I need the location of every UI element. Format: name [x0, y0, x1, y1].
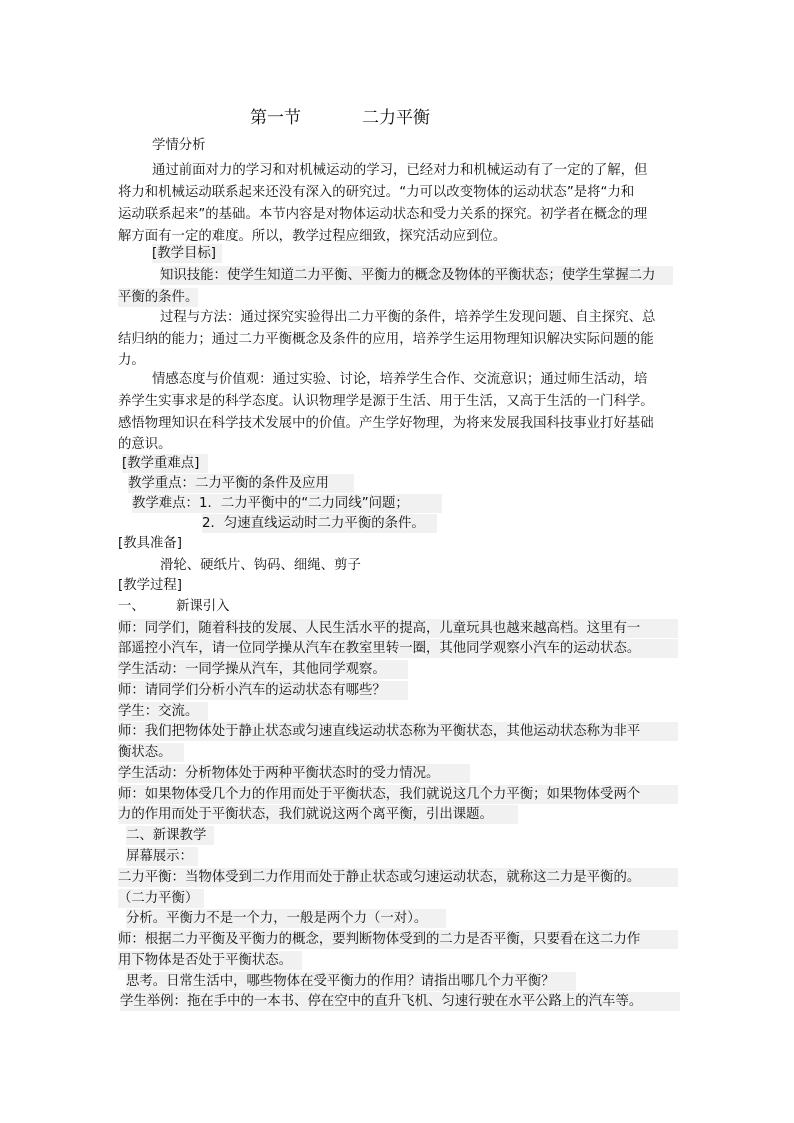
key-difficulty-1: 教学难点：1．二力平衡中的“二力同线”问题；	[132, 494, 442, 513]
equipment-heading: [教具准备]	[118, 536, 183, 551]
dialogue-line: 屏幕展示：	[126, 847, 198, 866]
dialogue-line: 师：如果物体受几个力的作用而处于平衡状态，我们就说这几个力平衡；如果物体受两个	[118, 785, 678, 804]
dialogue-line: 用下物体是否处于平衡状态。	[118, 951, 302, 970]
key-focus: 教学重点：二力平衡的条件及应用	[128, 474, 354, 493]
dialogue-line: 力的作用而处于平衡状态，我们就说这两个离平衡，引出课题。	[118, 805, 518, 824]
paragraph-line: 运动联系起来”的基础。本节内容是对物体运动状态和受力关系的探究。初学者在概念的理	[118, 207, 648, 222]
dialogue-line: 学生：交流。	[118, 702, 208, 721]
dialogue-line: 师：请同学们分析小汽车的运动状态有哪些？	[118, 681, 408, 700]
objective-process: 过程与方法：通过探究实验得出二力平衡的条件，培养学生发现问题、自主探究、总	[160, 310, 656, 325]
dialogue-line: 衡状态。	[118, 743, 184, 762]
objective-emotion-cont: 养学生实事求是的科学态度。认识物理学是源于生活、用于生活，又高于生活的一门科学。	[118, 394, 654, 409]
part1-number: 一、	[118, 599, 145, 614]
title-section: 第一节	[250, 108, 301, 128]
objective-process-cont: 结归纳的能力；通过二力平衡概念及条件的应用，培养学生运用物理知识解决实际问题的能	[118, 332, 654, 347]
paragraph-line: 将力和机械运动联系起来还没有深入的研究过。“力可以改变物体的运动状态”是将“力和	[118, 185, 635, 200]
equipment-items: 滑轮、硬纸片、钩码、细绳、剪子	[160, 558, 361, 573]
dialogue-line: 学生活动：一同学操从汽车，其他同学观察。	[118, 660, 408, 679]
dialogue-line: 分析。平衡力不是一个力，一般是两个力（一对）。	[126, 909, 446, 928]
part2-title: 二、新课教学	[126, 826, 214, 845]
objective-process-cont: 力。	[118, 353, 145, 368]
objective-knowledge: 知识技能：使学生知道二力平衡、平衡力的概念及物体的平衡状态；使学生掌握二力	[160, 266, 673, 285]
objective-knowledge-cont: 平衡的条件。	[118, 290, 198, 305]
key-difficulty-2: 2．匀速直线运动时二力平衡的条件。	[202, 514, 437, 533]
dialogue-line: 师：我们把物体处于静止状态或匀速直线运动状态称为平衡状态，其他运动状态称为非平	[118, 722, 678, 741]
dialogue-line: 思考。日常生活中，哪些物体在受平衡力的作用？请指出哪几个力平衡？	[126, 972, 576, 991]
dialogue-line: 学生活动：分析物体处于两种平衡状态时的受力情况。	[118, 764, 470, 783]
definition-line: 二力平衡：当物体受到二力作用而处于静止状态或匀速运动状态，就称这二力是平衡的。	[118, 868, 678, 887]
objective-emotion-cont: 的意识。	[118, 437, 172, 452]
paragraph-line: 通过前面对力的学习和对机械运动的学习，已经对力和机械运动有了一定的了解，但	[152, 163, 648, 178]
key-points-heading: [教学重难点]	[122, 454, 208, 473]
objective-emotion: 情感态度与价值观：通过实验、讨论，培养学生合作、交流意识；通过师生活动，培	[152, 372, 648, 387]
part1-title: 新课引入	[176, 599, 230, 614]
title-topic: 二力平衡	[362, 108, 430, 128]
definition-line: （二力平衡）	[118, 889, 204, 908]
process-heading: [教学过程]	[118, 578, 183, 593]
objectives-heading: [教学目标]	[152, 244, 222, 263]
objective-emotion-cont: 感悟物理知识在科学技术发展中的价值。产生学好物理，为将来发展我国科技事业打好基础	[118, 416, 654, 431]
dialogue-line: 师：同学们，随着科技的发展、人民生活水平的提高，儿童玩具也越来越高档。这里有一	[118, 619, 678, 638]
dialogue-line: 部遥控小汽车，请一位同学操从汽车在教室里转一圈，其他同学观察小汽车的运动状态。	[118, 639, 678, 658]
learning-analysis-heading: 学情分析	[152, 138, 206, 153]
dialogue-line: 师：根据二力平衡及平衡力的概念，要判断物体受到的二力是否平衡，只要看在这二力作	[118, 930, 678, 949]
dialogue-line: 学生举例：拖在手中的一本书、停在空中的直升飞机、匀速行驶在水平公路上的汽车等。	[120, 992, 680, 1011]
paragraph-line: 解方面有一定的难度。所以，教学过程应细致，探究活动应到位。	[118, 229, 507, 244]
